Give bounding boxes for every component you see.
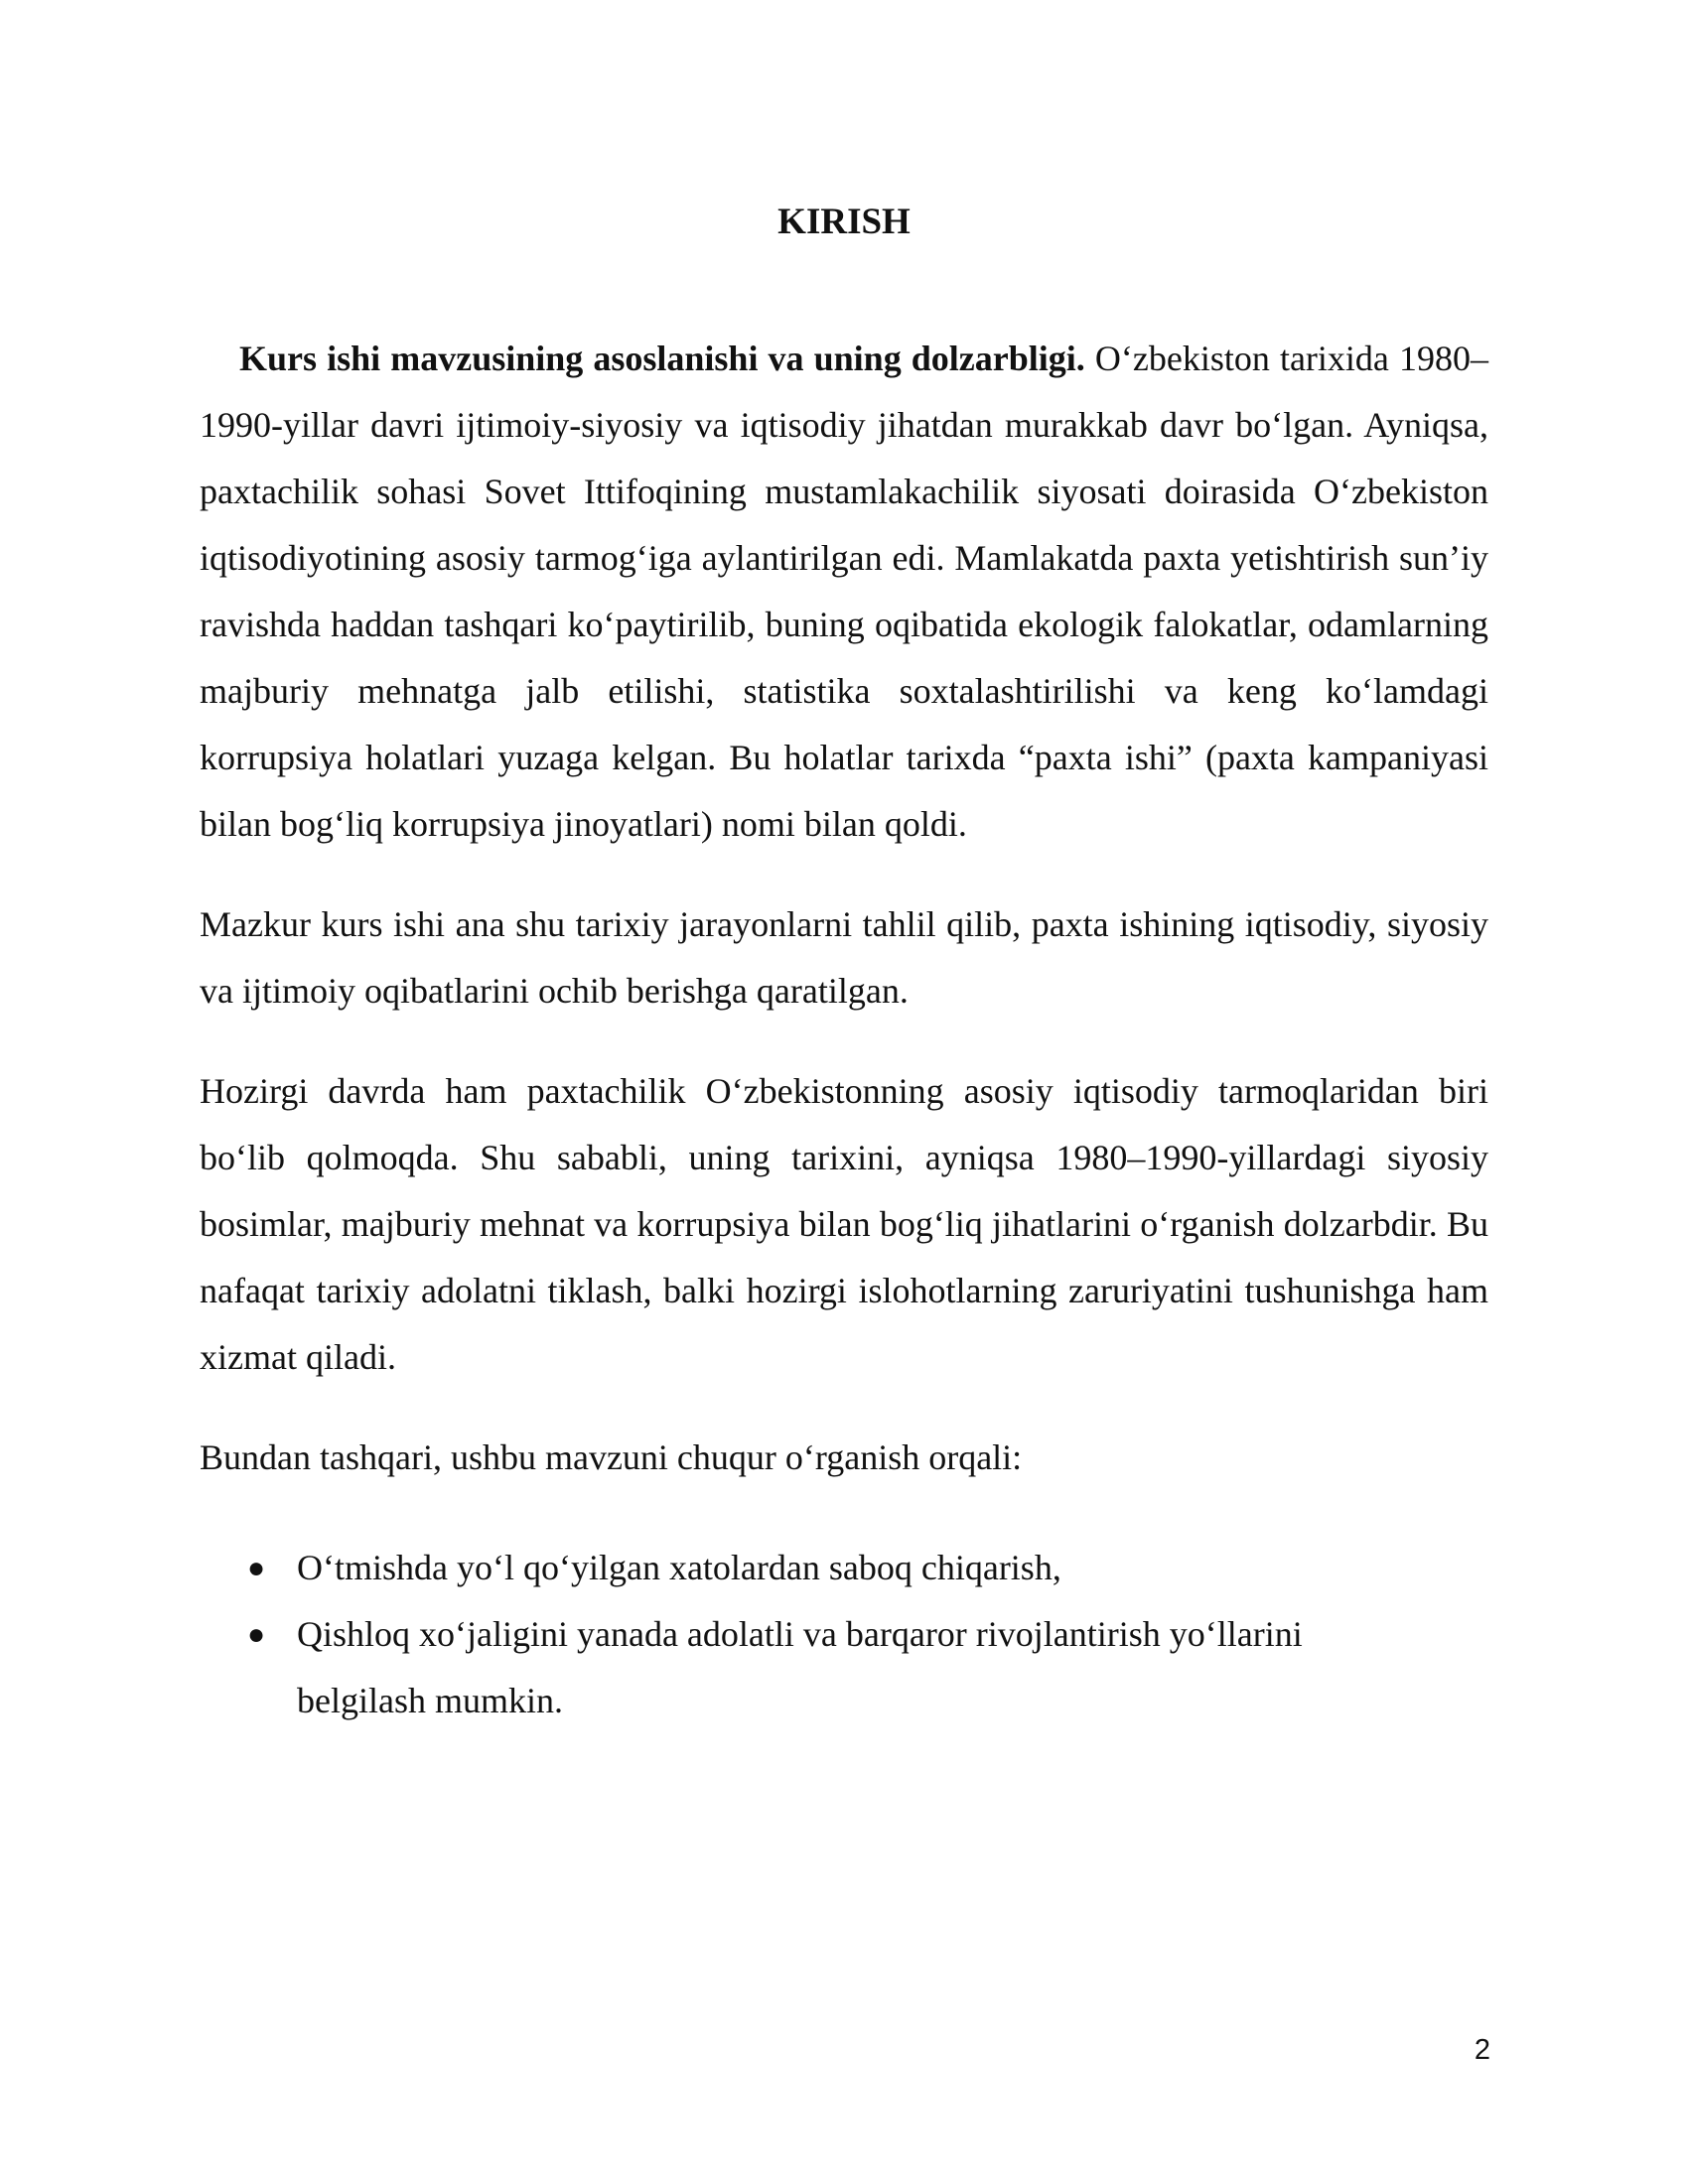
page-title: KIRISH (777, 202, 911, 242)
list-item (200, 1535, 1349, 1601)
purpose-paragraph: Mazkur kurs ishi ana shu tarixiy jarayonlarni tahlil qilib, paxta ishining iqtisodiy, siyosiy va ijtimoiy oqibatlarini ochib berishga qaratilgan. (200, 904, 1488, 1011)
relevance-paragraph: Hozirgi davrda ham paxtachilik O‘zbekistonning asosiy iqtisodiy tarmoqlaridan biri bo‘lib qolmoqda. Shu sababli, uning tarixini, ayniqsa 1980–1990-yillardagi siyosiy bosimlar, majburiy mehnat va korrupsiya bilan bog‘liq jihatlarini o‘rganish dolzarbdir. Bu nafaqat tarixiy adolatni tiklash, balki hozirgi islohotlarning zaruriyatini tushunishga ham xizmat qiladi. (200, 1071, 1488, 1377)
paragraph-text: O‘zbekiston tarixida 1980–1990-yillar davri ijtimoiy-siyosiy va iqtisodiy jihatdan murakkab davr bo‘lgan. Ayniqsa, paxtachilik sohasi Sovet Ittifoqining mustamlakachilik siyosati doirasida O‘zbekiston iqtisodiyotining asosiy tarmog‘iga aylantirilgan edi. Mamlakatda paxta yetishtirish sun’iy ravishda haddan tashqari ko‘paytirilib, buning oqibatida ekologik falokatlar, odamlarning majburiy mehnatga jalb etilishi, statistika soxtalashtirilishi va keng ko‘lamdagi korrupsiya holatlari yuzaga kelgan. Bu holatlar tarixda “paxta ishi” (paxta kampaniyasi bilan bog‘liq korrupsiya jinoyatlari) nomi bilan qoldi. (200, 339, 1488, 844)
bullet-list (200, 1535, 1488, 1734)
list-item (200, 1601, 1349, 1734)
bullet-icon: ● (247, 1618, 266, 1651)
paragraph-lead: Kurs ishi mavzusining asoslanishi va uning dolzarbligi. (239, 339, 1085, 378)
bullet-icon: ● (247, 1552, 266, 1584)
list-item-text: Qishloq xo‘jaligini yanada adolatli va barqaror rivojlantirish yo‘llarini belgilash mumkin. (297, 1614, 1303, 1720)
list-item-text: O‘tmishda yo‘l qo‘yilgan xatolardan saboq chiqarish, (297, 1548, 1061, 1587)
page-number: 2 (1474, 2034, 1490, 2066)
intro-paragraph (200, 326, 1488, 858)
list-intro-paragraph: Bundan tashqari, ushbu mavzuni chuqur o‘rganish orqali: (200, 1437, 1023, 1477)
body-text (200, 326, 1488, 1724)
